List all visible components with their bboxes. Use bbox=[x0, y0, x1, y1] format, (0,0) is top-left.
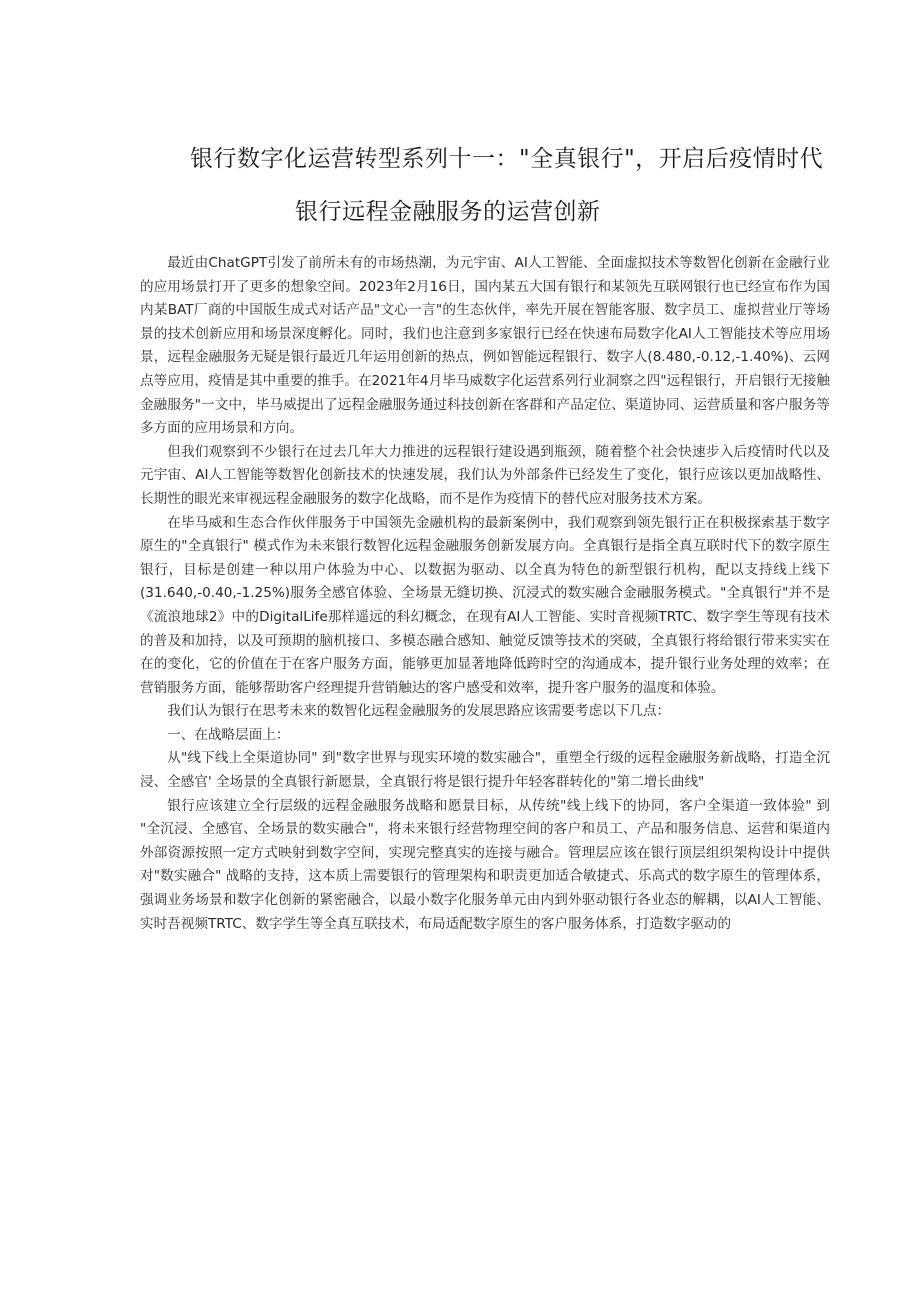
section-heading: 一、在战略层面上： bbox=[167, 726, 290, 743]
document-title-line-1: 银行数字化运营转型系列十一："全真银行"，开启后疫情时代 bbox=[190, 146, 824, 172]
paragraph: 银行应该建立全行层级的远程金融服务战略和愿景目标，从传统"线上线下的协同，客户全渠道一致体验" 到 "全沉浸、全感官、全场景的数实融合"，将未来银行经营物理空间的客户和员工、产品和服务信息、运营和渠道内外部资源按照一定方式映射到数字空间，实现完整真实的连接与融合。管理层应该在银行顶层组织架构设计中提供对"数实融合" 战略的支持，这本质上需要银行的管理架构和职责更加适合敏捷式、乐高式的数字原生的管理体系，强调业务场景和数字化创新的紧密融合，以最小数字化服务单元由内到外驱动银行各业态的解耦，以AI人工智能、实时吾视频TRTC、数字学生等全真互联技术，布局适配数字原生的客户服务体系，打造数字驱动的 bbox=[140, 797, 830, 932]
paragraph: 在毕马威和生态合作伙伴服务于中国领先金融机构的最新案例中，我们观察到领先银行正在积极探索基于数字原生的"全真银行" 模式作为未来银行数智化远程金融服务创新发展方向。全真银行是指全真互联时代下的数字原生银行，目标是创建一种以用户体验为中心、以数据为驱动、以全真为特色的新型银行机构，配以支持线上线下(31.640,-0.40,-1.25%)服务全感官体验、全场景无缝切换、沉浸式的数实融合金融服务模式。"全真银行"并不是《流浪地球2》中的DigitalLife那样遥远的科幻概念，在现有AI人工智能、实时音视频TRTC、数字孪生等现有技术的普及和加持，以及可预期的脑机接口、多模态融合感知、触觉反馈等技术的突破，全真银行将给银行带来实实在在的变化，它的价值在于在客户服务方面，能够更加显著地降低跨时空的沟通成本，提升银行业务处理的效率；在营销服务方面，能够帮助客户经理提升营销触达的客户感受和效率，提升客户服务的温度和体验。 bbox=[140, 514, 830, 696]
paragraph: 最近由ChatGPT引发了前所未有的市场热潮，为元宇宙、AI人工智能、全面虚拟技术等数智化创新在金融行业的应用场景打开了更多的想象空间。2023年2月16日，国内某五大国有银行和某领先互联网银行也已经宣布作为国内某BAT厂商的中国版生成式对话产品"文心一言"的生态伙伴，率先开展在智能客服、数字员工、虚拟营业厅等场景的技术创新应用和场景深度孵化。同时，我们也注意到多家银行已经在快速布局数字化AI人工智能技术等应用场景，远程金融服务无疑是银行最近几年运用创新的热点，例如智能远程银行、数字人(8.480,-0.12,-1.40%)、云网点等应用，疫情是其中重要的推手。在2021年4月毕马威数字化运营系列行业洞察之四"远程银行，开启银行无接触金融服务"一文中，毕马威提出了远程金融服务通过科技创新在客群和产品定位、渠道协同、运营质量和客户服务等多方面的应用场景和方向。 bbox=[140, 255, 830, 437]
document-body bbox=[140, 252, 830, 936]
paragraph: 但我们观察到不少银行在过去几年大力推进的远程银行建设遇到瓶颈，随着整个社会快速步入后疫情时代以及元宇宙、AI人工智能等数智化创新技术的快速发展，我们认为外部条件已经发生了变化，银行应该以更加战略性、长期性的眼光来审视远程金融服务的数字化战略，而不是作为疫情下的替代应对服务技术方案。 bbox=[140, 443, 830, 507]
document-title-line-2: 银行远程金融服务的运营创新 bbox=[295, 199, 601, 225]
paragraph: 我们认为银行在思考未来的数智化远程金融服务的发展思路应该需要考虑以下几点： bbox=[167, 703, 671, 720]
paragraph: 从"线下线上全渠道协同" 到"数字世界与现实环境的数实融合"，重塑全行级的远程金融服务新战略，打造全沉浸、全感官' 全场景的全真银行新愿景，全真银行将是银行提升年轻客群转化的"第二增长曲线" bbox=[140, 750, 830, 791]
